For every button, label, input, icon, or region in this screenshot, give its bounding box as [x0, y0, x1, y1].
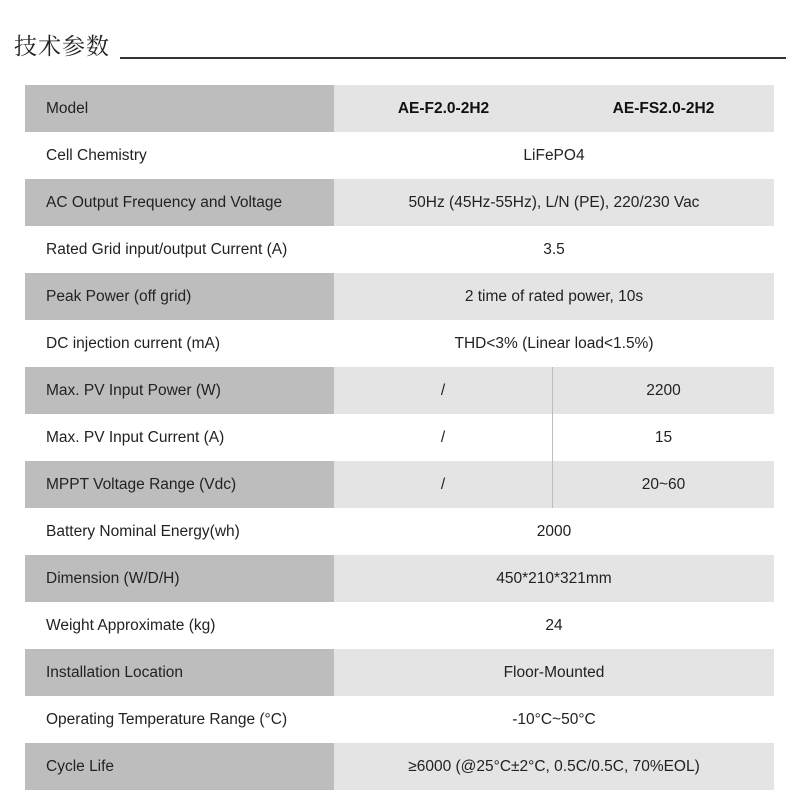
row-split-values — [334, 367, 774, 414]
row-value-model-2: 2200 — [646, 381, 681, 399]
header-model-2: AE-FS2.0-2H2 — [612, 99, 715, 117]
row-label: Rated Grid input/output Current (A) — [25, 226, 334, 273]
row-value: THD<3% (Linear load<1.5%) — [334, 320, 774, 367]
row-value: 2000 — [334, 508, 774, 555]
header-models — [334, 85, 774, 132]
row-value: Floor-Mounted — [334, 649, 774, 696]
row-label: Max. PV Input Current (A) — [25, 414, 334, 461]
table-row — [25, 696, 774, 743]
table-row — [25, 273, 774, 320]
row-value-model-1: / — [334, 367, 553, 414]
row-label: Dimension (W/D/H) — [25, 555, 334, 602]
row-split-values — [334, 414, 774, 461]
row-value: 3.5 — [334, 226, 774, 273]
table-row — [25, 743, 774, 790]
row-label: Installation Location — [25, 649, 334, 696]
row-value: -10°C~50°C — [334, 696, 774, 743]
row-label: Cycle Life — [25, 743, 334, 790]
row-value: LiFePO4 — [334, 132, 774, 179]
row-label: DC injection current (mA) — [25, 320, 334, 367]
row-value-model-1: / — [334, 461, 553, 508]
table-row — [25, 461, 774, 508]
row-value: 50Hz (45Hz-55Hz), L/N (PE), 220/230 Vac — [334, 179, 774, 226]
table-row — [25, 414, 774, 461]
row-split-values — [334, 461, 774, 508]
table-row — [25, 555, 774, 602]
table-row — [25, 179, 774, 226]
table-row — [25, 367, 774, 414]
row-label: Peak Power (off grid) — [25, 273, 334, 320]
row-value-model-1: / — [334, 414, 553, 461]
row-label: Cell Chemistry — [25, 132, 334, 179]
table-row — [25, 508, 774, 555]
row-label: Weight Approximate (kg) — [25, 602, 334, 649]
row-label: MPPT Voltage Range (Vdc) — [25, 461, 334, 508]
table-row — [25, 226, 774, 273]
row-value: 2 time of rated power, 10s — [334, 273, 774, 320]
row-label: Battery Nominal Energy(wh) — [25, 508, 334, 555]
title-underline — [120, 57, 786, 59]
row-value-model-2: 15 — [654, 428, 673, 446]
row-label: Max. PV Input Power (W) — [25, 367, 334, 414]
page-title: 技术参数 — [14, 34, 110, 60]
header-model-label: Model — [25, 85, 334, 132]
row-value-model-2: 20~60 — [641, 475, 686, 493]
row-value: ≥6000 (@25°C±2°C, 0.5C/0.5C, 70%EOL) — [334, 743, 774, 790]
table-row — [25, 320, 774, 367]
row-value: 450*210*321mm — [334, 555, 774, 602]
spec-table — [25, 85, 774, 790]
table-row — [25, 132, 774, 179]
header-model-1: AE-F2.0-2H2 — [397, 99, 490, 117]
table-header-row — [25, 85, 774, 132]
table-row — [25, 602, 774, 649]
table-row — [25, 649, 774, 696]
row-value: 24 — [334, 602, 774, 649]
row-label: Operating Temperature Range (°C) — [25, 696, 334, 743]
row-label: AC Output Frequency and Voltage — [25, 179, 334, 226]
page-header — [14, 30, 786, 62]
